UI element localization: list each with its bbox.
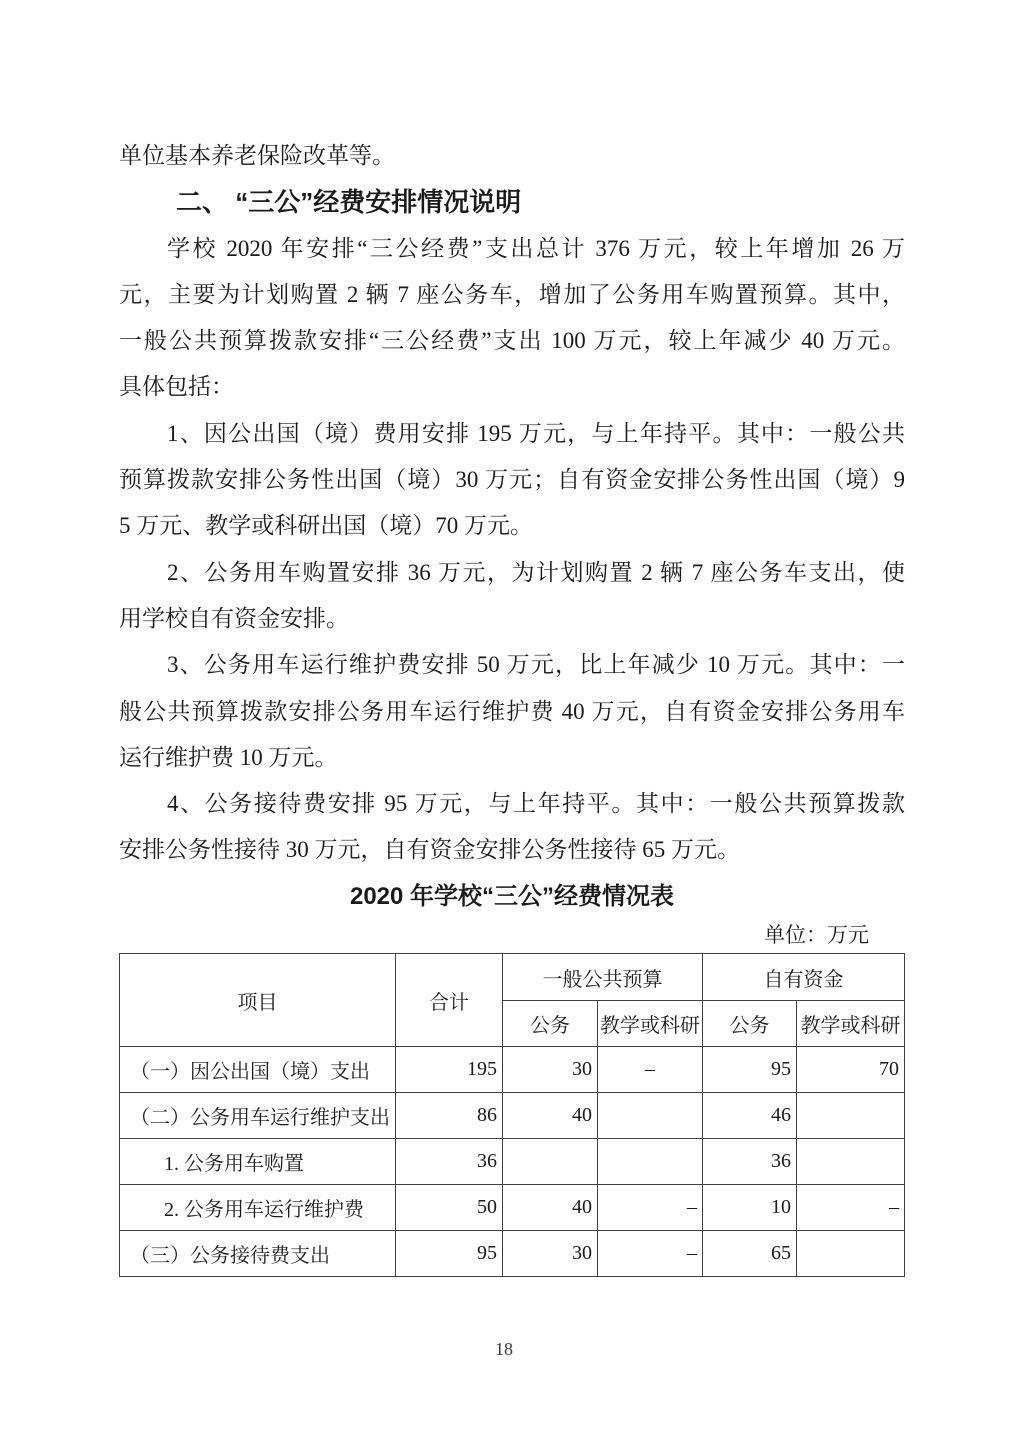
body-line: 预算拨款安排公务性出国（境）30 万元；自有资金安排公务性出国（境）9 [119, 467, 905, 493]
cell-value: 40 [503, 1093, 598, 1139]
cell-value: – [598, 1231, 703, 1277]
table-title: 2020 年学校“三公”经费情况表 [349, 882, 675, 910]
page-number: 18 [495, 1339, 513, 1359]
page-content [119, 133, 905, 1277]
header-sub-official-own: 公务 [703, 1001, 797, 1047]
header-sub-research-own: 教学或科研 [797, 1001, 905, 1047]
body-line: 4、公务接待费安排 95 万元，与上年持平。其中：一般公共预算拨款 [167, 791, 905, 817]
cell-value: 10 [703, 1185, 797, 1231]
cell-value: 36 [703, 1139, 797, 1185]
cell-value: 30 [503, 1047, 598, 1093]
cell-value: 86 [396, 1093, 503, 1139]
header-sub-research-budget: 教学或科研 [598, 1001, 703, 1047]
row-label: 2. 公务用车运行维护费 [120, 1185, 396, 1231]
body-line: 5 万元、教学或科研出国（境）70 万元。 [119, 513, 533, 539]
cell-value: – [598, 1047, 703, 1093]
unit-note: 单位：万元 [764, 923, 869, 948]
table-row [120, 1185, 905, 1231]
section-heading: 二、 “三公”经费安排情况说明 [176, 187, 522, 218]
row-label: （三）公务接待费支出 [120, 1231, 396, 1277]
header-total: 合计 [396, 954, 503, 1047]
table-row [120, 1231, 905, 1277]
body-line: 具体包括： [119, 374, 234, 400]
cell-value: 65 [703, 1231, 797, 1277]
table-row [120, 1139, 905, 1185]
table-row [120, 1093, 905, 1139]
body-line: 用学校自有资金安排。 [119, 605, 349, 631]
cell-value: – [797, 1185, 905, 1231]
table-row [120, 1047, 905, 1093]
cell-value: 40 [503, 1185, 598, 1231]
body-line: 2、公务用车购置安排 36 万元，为计划购置 2 辆 7 座公务车支出，使 [167, 559, 905, 585]
body-line: 学校 2020 年安排“三公经费”支出总计 376 万元，较上年增加 26 万 [167, 235, 905, 261]
cell-value [598, 1139, 703, 1185]
cell-value: 36 [396, 1139, 503, 1185]
cell-value: – [598, 1185, 703, 1231]
header-item: 项目 [120, 954, 396, 1047]
row-label: （二）公务用车运行维护支出 [120, 1093, 396, 1139]
expense-table [119, 953, 905, 1277]
cell-value: 95 [703, 1047, 797, 1093]
cell-value [797, 1231, 905, 1277]
cell-value [503, 1139, 598, 1185]
cell-value: 46 [703, 1093, 797, 1139]
cell-value: 50 [396, 1185, 503, 1231]
header-own-funds: 自有资金 [703, 954, 905, 1001]
header-sub-official-budget: 公务 [503, 1001, 598, 1047]
body-line: 般公共预算拨款安排公务用车运行维护费 40 万元，自有资金安排公务用车 [119, 698, 905, 724]
body-line: 3、公务用车运行维护费安排 50 万元，比上年减少 10 万元。其中：一 [167, 652, 906, 678]
cell-value [598, 1093, 703, 1139]
body-line: 运行维护费 10 万元。 [119, 744, 338, 770]
table-header-row [120, 954, 905, 1001]
row-label: （一）因公出国（境）支出 [120, 1047, 396, 1093]
body-line: 1、因公出国（境）费用安排 195 万元，与上年持平。其中：一般公共 [167, 420, 905, 446]
cell-value: 30 [503, 1231, 598, 1277]
cell-value: 70 [797, 1047, 905, 1093]
cell-value [797, 1139, 905, 1185]
body-line: 安排公务性接待 30 万元，自有资金安排公务性接待 65 万元。 [119, 837, 740, 863]
header-general-budget: 一般公共预算 [503, 954, 703, 1001]
body-line: 一般公共预算拨款安排“三公经费”支出 100 万元，较上年减少 40 万元。 [119, 328, 905, 354]
cell-value [797, 1093, 905, 1139]
cell-value: 95 [396, 1231, 503, 1277]
body-line: 单位基本养老保险改革等。 [119, 143, 395, 168]
row-label: 1. 公务用车购置 [120, 1139, 396, 1185]
body-line: 元，主要为计划购置 2 辆 7 座公务车，增加了公务用车购置预算。其中， [119, 281, 905, 307]
cell-value: 195 [396, 1047, 503, 1093]
